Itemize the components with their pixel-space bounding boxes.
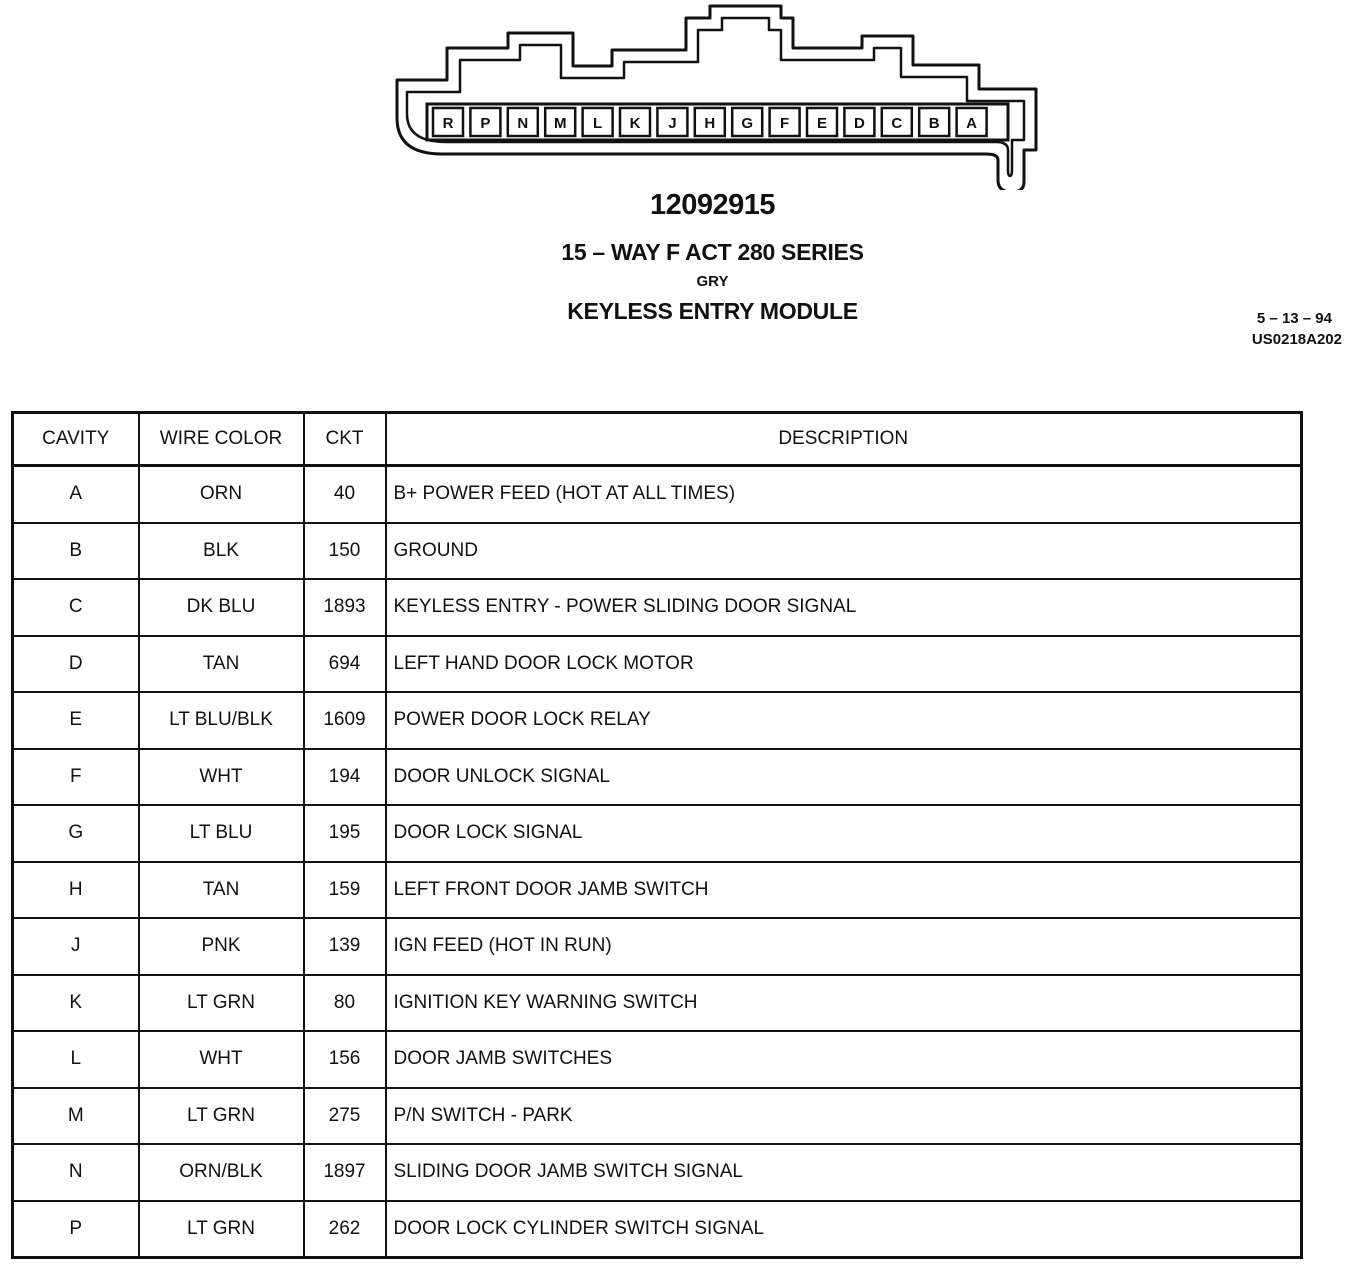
cell-wire-color: PNK	[139, 918, 304, 975]
cell-cavity: G	[13, 805, 139, 862]
column-header-wire-color: WIRE COLOR	[139, 413, 304, 466]
pin-cell	[732, 108, 762, 136]
pin-cell	[919, 108, 949, 136]
table-row	[13, 805, 1302, 862]
reference-date: 5 – 13 – 94	[1256, 310, 1332, 327]
column-header-cavity: CAVITY	[13, 413, 139, 466]
table-row	[13, 918, 1302, 975]
module-name: KEYLESS ENTRY MODULE	[567, 298, 858, 324]
pin-label: P	[480, 115, 491, 132]
pinout-table	[11, 411, 1303, 1259]
connector-outline	[397, 6, 1036, 190]
pin-label: M	[553, 115, 567, 132]
pin-label: N	[517, 115, 529, 132]
table-header-row	[13, 413, 1302, 466]
cell-wire-color: WHT	[139, 749, 304, 806]
pin-cell	[433, 108, 463, 136]
cell-wire-color: WHT	[139, 1031, 304, 1088]
cell-cavity: D	[13, 636, 139, 693]
table-row	[13, 1031, 1302, 1088]
pin-cell	[657, 108, 687, 136]
column-header-ckt: CKT	[304, 413, 386, 466]
pin-label: K	[629, 115, 641, 132]
pin-cell	[470, 108, 500, 136]
cell-cavity: C	[13, 579, 139, 636]
cell-ckt: 80	[304, 975, 386, 1032]
cell-wire-color: TAN	[139, 862, 304, 919]
cell-description: DOOR LOCK CYLINDER SWITCH SIGNAL	[393, 1217, 765, 1239]
column-header-description: DESCRIPTION	[386, 413, 1302, 466]
cell-ckt: 150	[304, 523, 386, 580]
pin-label: R	[442, 115, 454, 132]
pin-cell	[957, 108, 987, 136]
cell-cavity: J	[13, 918, 139, 975]
cell-ckt: 40	[304, 466, 386, 523]
cell-ckt: 1897	[304, 1144, 386, 1201]
pin-label: E	[816, 115, 828, 132]
cell-description: IGNITION KEY WARNING SWITCH	[386, 975, 1302, 1032]
cell-wire-color: LT GRN	[139, 975, 304, 1032]
cell-ckt: 195	[304, 805, 386, 862]
cell-cavity: N	[13, 1144, 139, 1201]
cell-wire-color: LT GRN	[139, 1088, 304, 1145]
cell-ckt: 156	[304, 1031, 386, 1088]
pin-label: L	[593, 115, 603, 132]
cell-description: B+ POWER FEED (HOT AT ALL TIMES)	[386, 466, 1302, 523]
pin-cell	[620, 108, 650, 136]
pin-label: H	[704, 115, 716, 132]
pin-cell	[770, 108, 800, 136]
cell-description: P/N SWITCH - PARK	[386, 1088, 1302, 1145]
table-row	[13, 862, 1302, 919]
cell-ckt: 262	[304, 1201, 386, 1258]
cell-wire-color: BLK	[139, 523, 304, 580]
cell-ckt: 1893	[304, 579, 386, 636]
pin-label: D	[853, 115, 865, 132]
cell-description: POWER DOOR LOCK RELAY	[386, 692, 1302, 749]
pin-cell	[844, 108, 874, 136]
pin-label: A	[966, 115, 978, 132]
table-row	[13, 749, 1302, 806]
table-row	[13, 692, 1302, 749]
cell-description: KEYLESS ENTRY - POWER SLIDING DOOR SIGNAL	[386, 579, 1302, 636]
reference-code: US0218A202	[1251, 331, 1342, 348]
cell-cavity: H	[13, 862, 139, 919]
pinout-table-body	[13, 466, 1302, 1258]
connector-description: 15 – WAY F ACT 280 SERIES	[561, 239, 864, 265]
cell-cavity: F	[13, 749, 139, 806]
cell-ckt: 694	[304, 636, 386, 693]
cell-wire-color: LT GRN	[139, 1201, 304, 1258]
cell-ckt: 275	[304, 1088, 386, 1145]
table-row	[13, 975, 1302, 1032]
cell-ckt: 194	[304, 749, 386, 806]
cell-wire-color: LT BLU	[139, 805, 304, 862]
connector-diagram	[0, 0, 1360, 190]
cell-description: GROUND	[386, 523, 1302, 580]
table-row	[13, 1144, 1302, 1201]
pin-cell	[545, 108, 575, 136]
cell-description: IGN FEED (HOT IN RUN)	[386, 918, 1302, 975]
pin-label: C	[891, 115, 903, 132]
pin-label: F	[780, 115, 790, 132]
pin-label: B	[928, 115, 940, 132]
pin-label: G	[741, 115, 754, 132]
cell-ckt: 159	[304, 862, 386, 919]
cell-description: LEFT FRONT DOOR JAMB SWITCH	[386, 862, 1302, 919]
cell-cavity: P	[13, 1201, 139, 1258]
cell-description: DOOR JAMB SWITCHES	[386, 1031, 1302, 1088]
table-row	[13, 523, 1302, 580]
cell-ckt: 139	[304, 918, 386, 975]
pin-cell	[807, 108, 837, 136]
table-row	[13, 1088, 1302, 1145]
cell-wire-color: DK BLU	[139, 579, 304, 636]
pin-cells	[433, 108, 987, 136]
pin-cell	[508, 108, 538, 136]
cell-wire-color: ORN	[139, 466, 304, 523]
cell-description: LEFT HAND DOOR LOCK MOTOR	[386, 636, 1302, 693]
table-row	[13, 579, 1302, 636]
pin-cell	[882, 108, 912, 136]
cell-wire-color: TAN	[139, 636, 304, 693]
cell-cavity: E	[13, 692, 139, 749]
table-row	[13, 636, 1302, 693]
part-number: 12092915	[649, 189, 776, 221]
cell-ckt: 1609	[304, 692, 386, 749]
cell-wire-color: ORN/BLK	[139, 1144, 304, 1201]
cell-cavity: A	[13, 466, 139, 523]
cell-cavity: B	[13, 523, 139, 580]
cell-cavity: K	[13, 975, 139, 1032]
pin-cell	[695, 108, 725, 136]
connector-inner-outline	[407, 18, 1024, 176]
cell-description: DOOR LOCK SIGNAL	[386, 805, 1302, 862]
cell-description: DOOR UNLOCK SIGNAL	[386, 749, 1302, 806]
cell-description: SLIDING DOOR JAMB SWITCH SIGNAL	[386, 1144, 1302, 1201]
cell-cavity: M	[13, 1088, 139, 1145]
cell-wire-color: LT BLU/BLK	[139, 692, 304, 749]
table-row	[13, 466, 1302, 523]
pin-label: J	[668, 115, 677, 132]
table-row	[13, 1201, 1302, 1258]
cell-cavity: L	[13, 1031, 139, 1088]
pin-cell	[583, 108, 613, 136]
connector-color: GRY	[696, 273, 729, 290]
